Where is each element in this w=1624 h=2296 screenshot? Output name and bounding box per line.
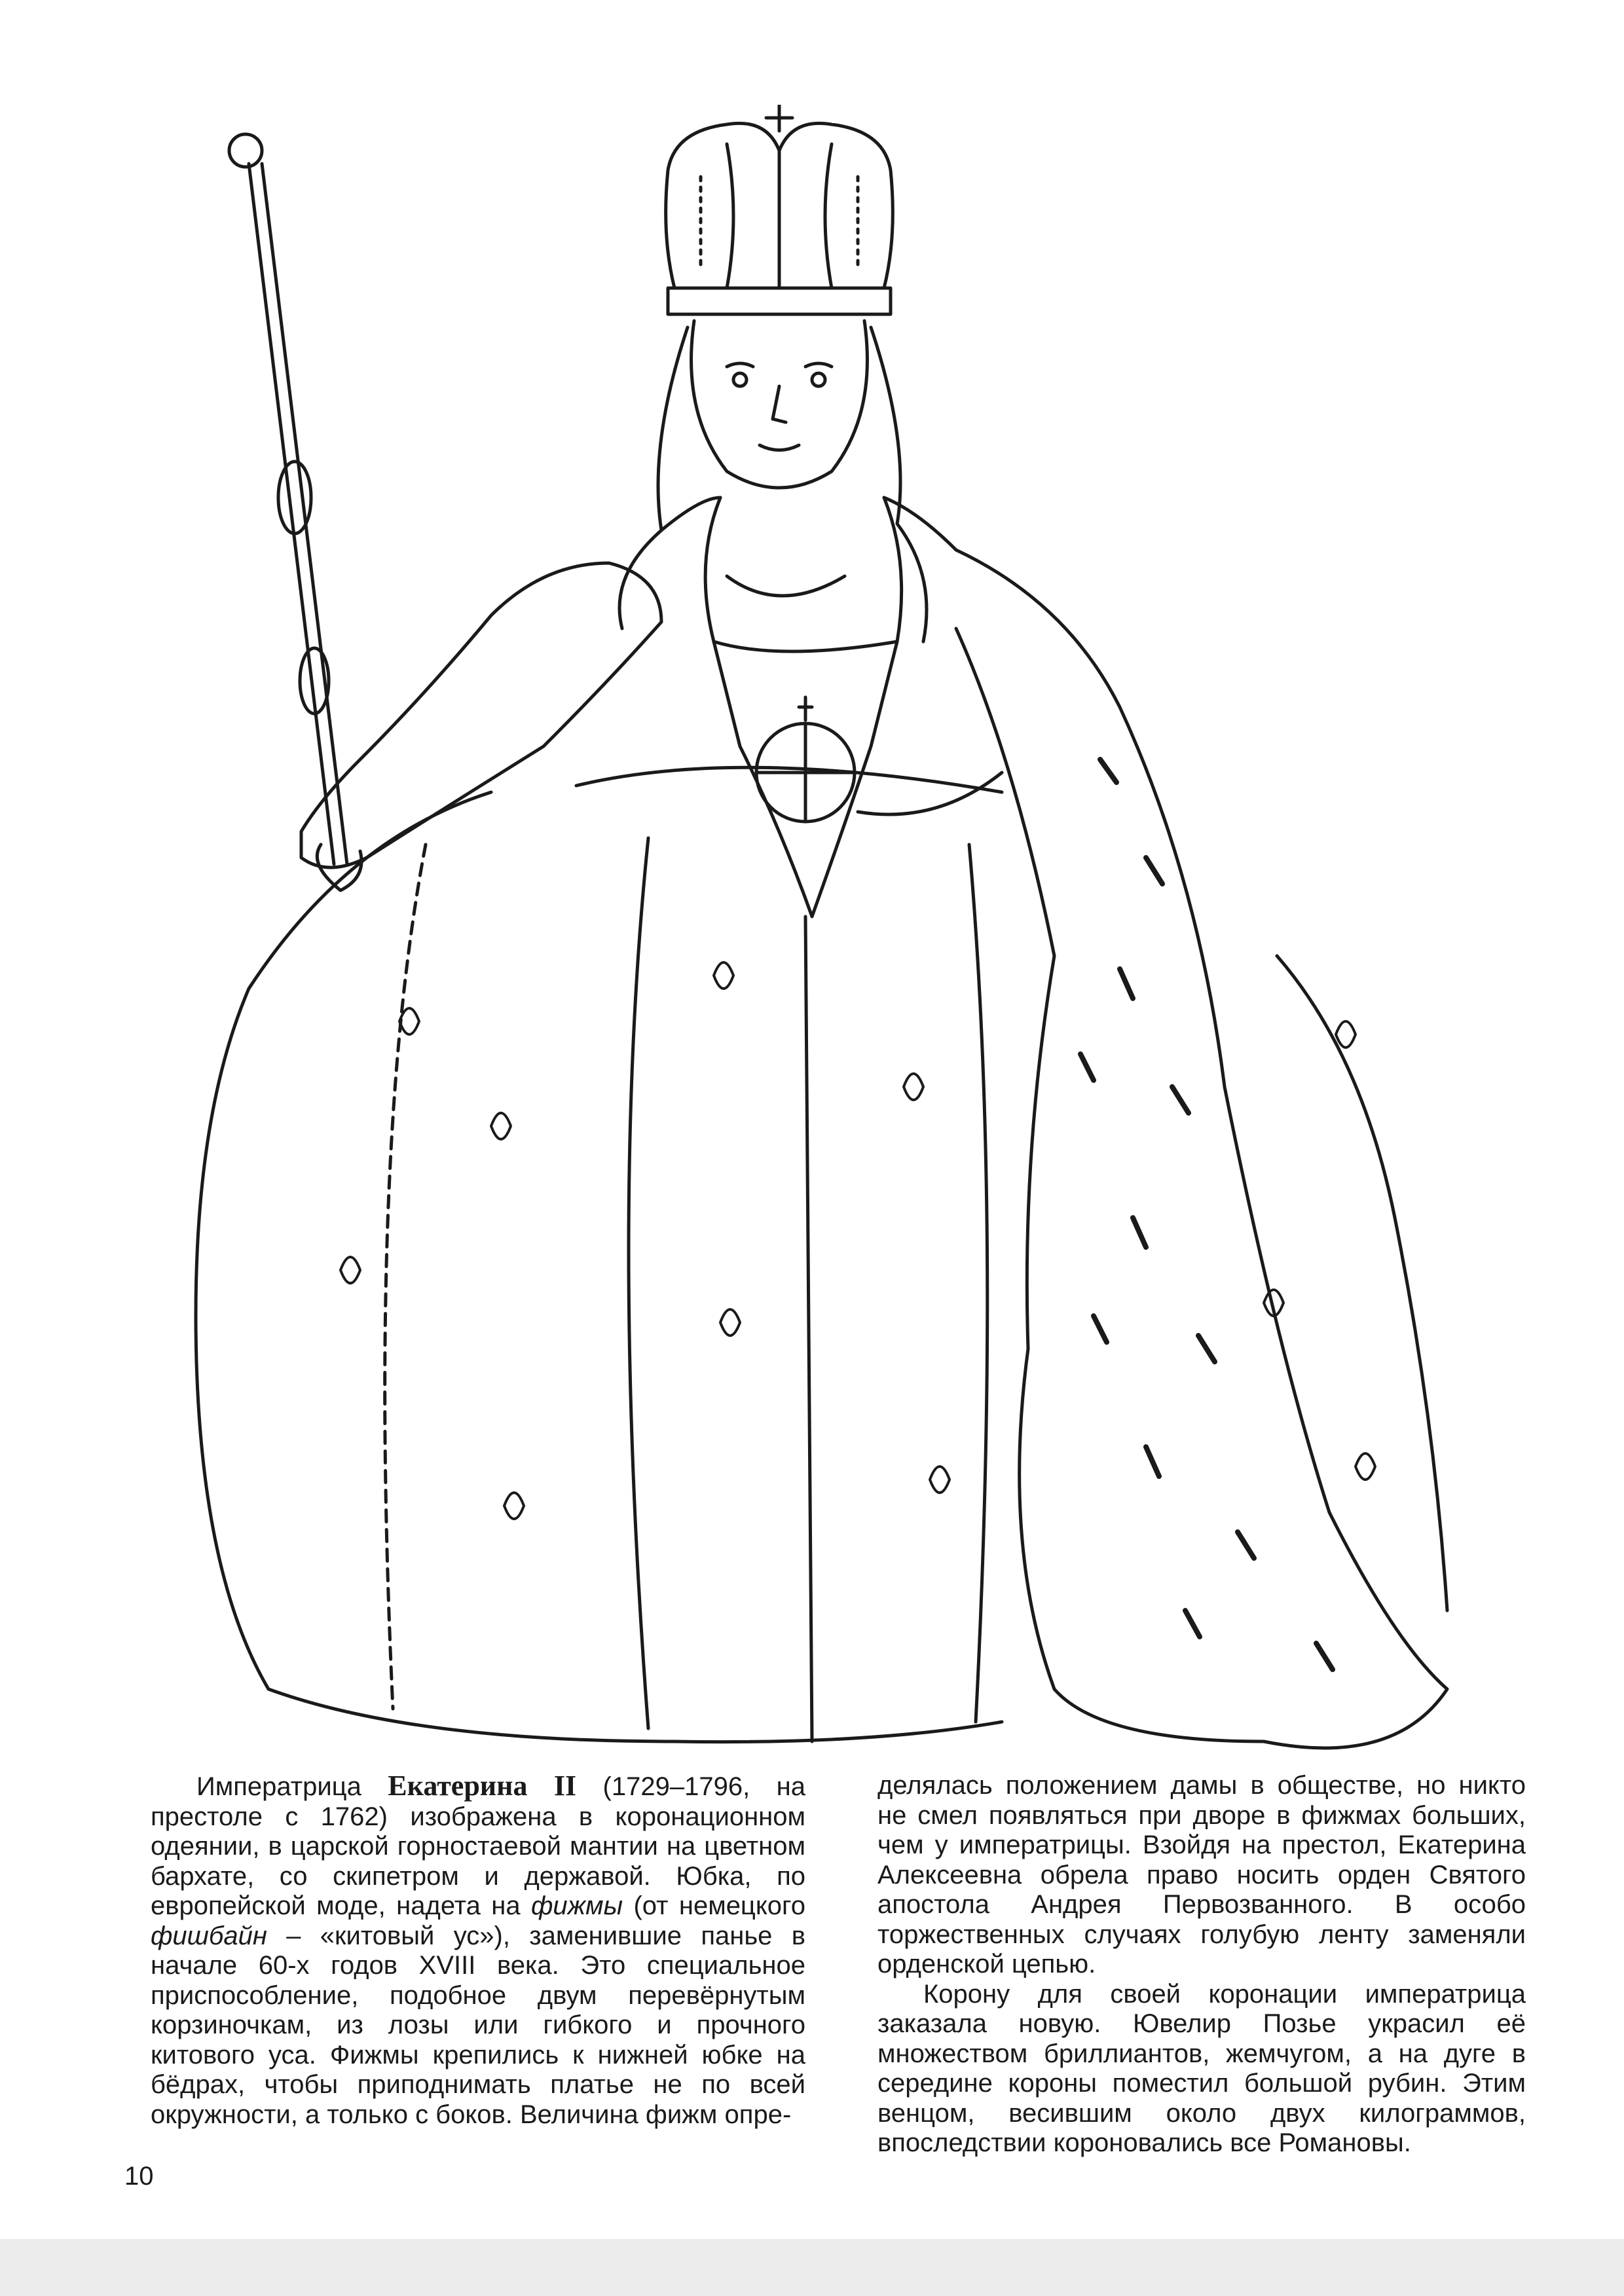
empress-name: Екатерина II (388, 1770, 577, 1802)
head-icon (619, 321, 927, 642)
ermine-mantle-icon (956, 550, 1447, 1748)
crown-icon (666, 105, 893, 314)
article-paragraph: Корону для своей коронации императрица заказала новую. Ювелир Позье украсил её множеством бриллиантов, жемчугом, а на дуге в середине короны поместил большой рубин. Этим венцом, весившим около двух килограммов, впоследствии короновались все Романовы. (877, 1979, 1526, 2157)
coronation-portrait-illustration (151, 105, 1473, 1768)
article-column-left (151, 1771, 805, 2130)
portrait-line-art (151, 105, 1473, 1768)
article-paragraph: Императрица Екатерина II (1729–1796, на престоле с 1762) изображена в коронационном одеянии, в царской горностаевой мантии на цветном бархате, со скипетром и державой. Юбка, по европейской моде, надета на фижмы (от немецкого фишбайн – «китовый ус»), заменившие панье в начале 60-х годов XVIII века. Это специальное приспособление, подобное двум перевёрнутым корзиночкам, из лозы или гибкого и прочного китового уса. Фижмы крепились к нижней юбке на бёдрах, чтобы приподнимать платье не по всей окружности, а только с боков. Величина фижм опре- (151, 1770, 805, 2129)
article-paragraph: делялась положением дамы в обществе, но никто не смел появляться при дворе в фижмах больших, чем у императрицы. Взойдя на престол, Екатерина Алексеевна обрела право носить орден Святого апостола Андрея Первозванного. В особо торжественных случаях голубую ленту заменяли орденской цепью. (877, 1771, 1526, 1978)
scan-edge-band (0, 2239, 1624, 2296)
article-column-right (877, 1771, 1526, 2159)
page-number: 10 (124, 2162, 154, 2191)
skirt-icon (196, 767, 1002, 1741)
term-fishbain: фишбайн (151, 1921, 267, 1950)
term-fizhmy: фижмы (531, 1891, 623, 1920)
